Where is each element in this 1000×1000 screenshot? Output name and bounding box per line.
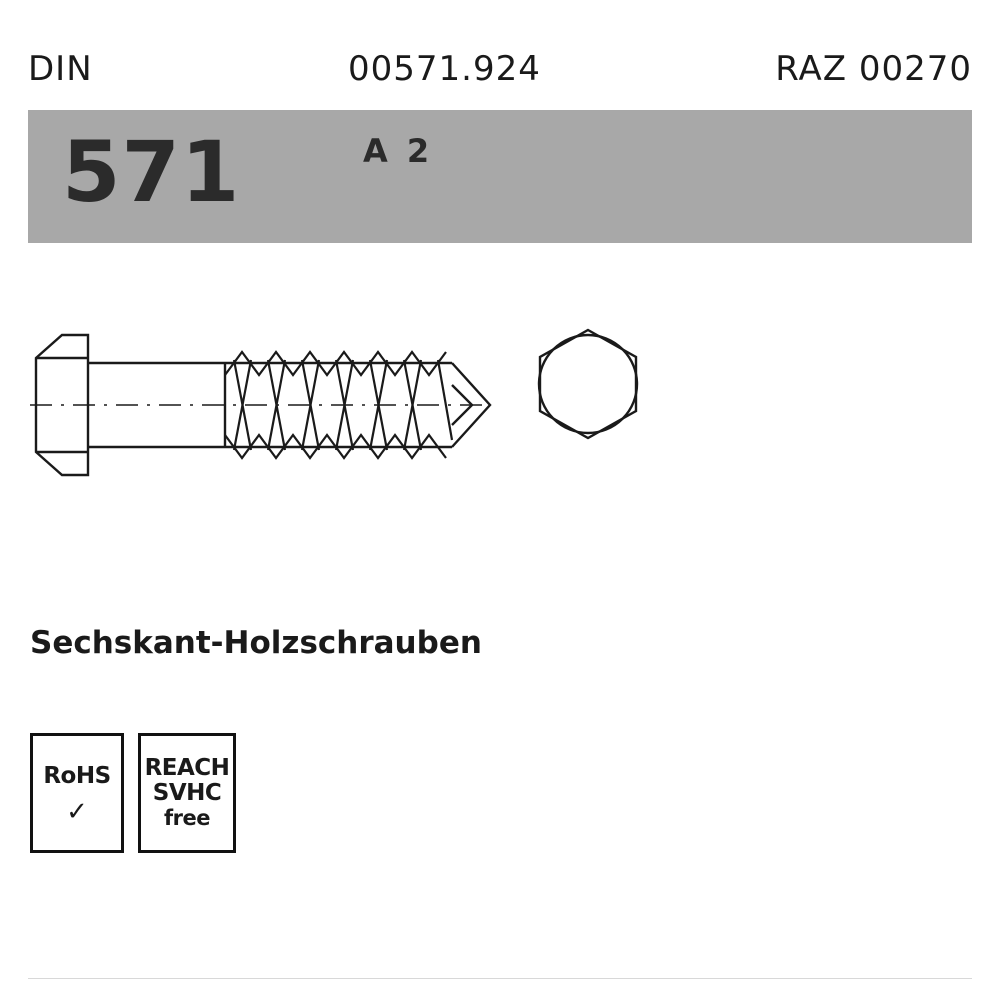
standard-number: 571: [62, 123, 241, 221]
bottom-divider: [28, 978, 972, 979]
standard-prefix: DIN: [28, 49, 93, 89]
screw-drawing-svg: [20, 300, 680, 510]
technical-drawing: [20, 300, 680, 510]
free-label: free: [164, 806, 210, 830]
product-name: Sechskant-Holzschrauben: [30, 625, 482, 661]
header-row: [28, 50, 972, 92]
check-icon: ✓: [66, 797, 88, 827]
rohs-badge: [30, 733, 124, 853]
reach-label: REACH: [144, 755, 230, 781]
rohs-label: RoHS: [43, 763, 111, 789]
reach-badge: [138, 733, 236, 853]
material-grade: A 2: [363, 132, 434, 170]
reference-code: RAZ 00270: [775, 49, 972, 89]
compliance-marks: [30, 733, 236, 853]
svhc-label: SVHC: [152, 780, 222, 806]
article-number: 00571.924: [348, 49, 541, 89]
title-band: [28, 110, 972, 243]
hex-head-end-view: [539, 330, 637, 438]
